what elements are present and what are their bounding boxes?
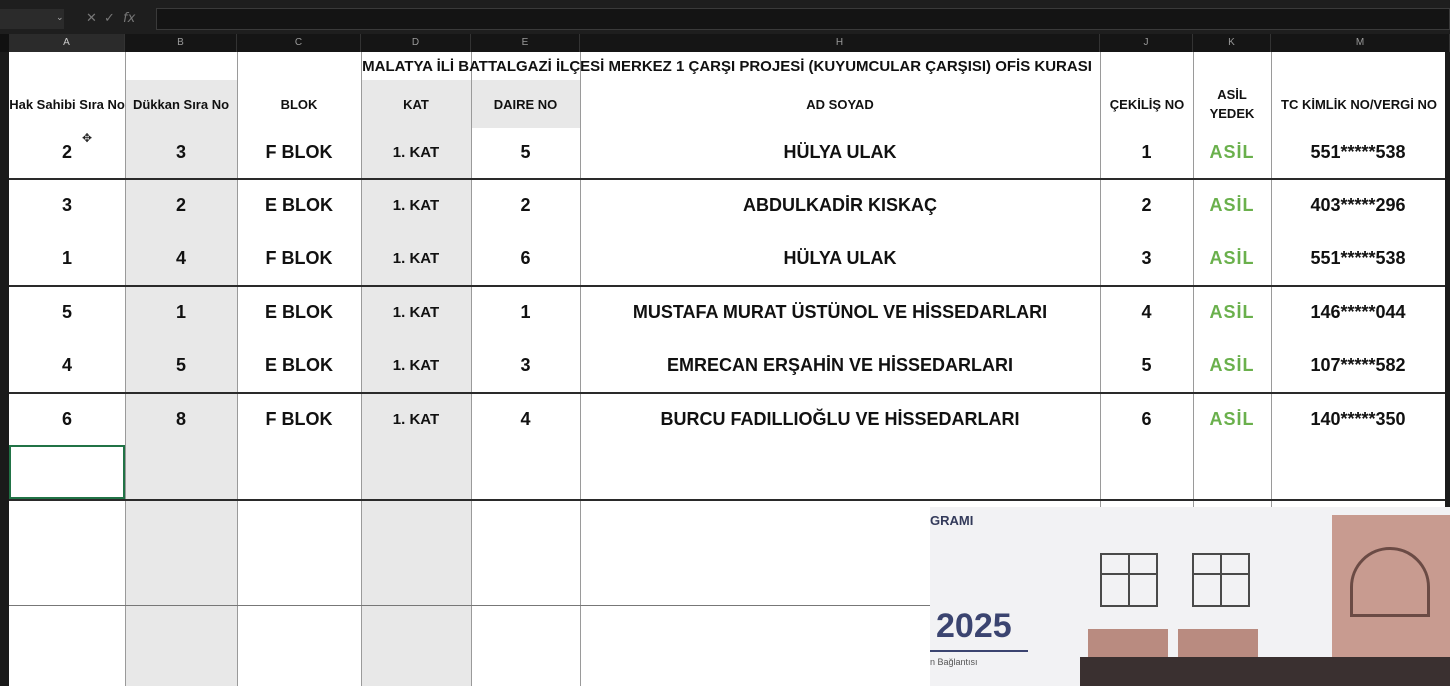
cell-dukkan[interactable]: 8 (175, 408, 186, 429)
window-frame (1192, 573, 1250, 575)
window-frame (1128, 553, 1130, 607)
row-divider (9, 605, 930, 606)
cell-dukkan[interactable]: 2 (175, 194, 186, 215)
cell-ad-soyad[interactable]: BURCU FADILLIOĞLU VE HİSSEDARLARI (660, 408, 1020, 429)
cell-blok[interactable]: E BLOK (264, 194, 333, 215)
header-dukkan: Dükkan Sıra No (132, 96, 230, 112)
header-hak-sahibi: Hak Sahibi Sıra No (9, 96, 125, 112)
cell-asil[interactable]: ASİL (1209, 408, 1255, 429)
cell-cekilis[interactable]: 6 (1141, 408, 1152, 429)
overlay-year: 2025 (936, 607, 1012, 645)
row-divider (9, 285, 1445, 287)
formula-input[interactable] (156, 8, 1450, 30)
overlay-program-text: GRAMI (930, 513, 974, 528)
cell-hak[interactable]: 4 (61, 354, 72, 375)
cell-daire[interactable]: 1 (520, 301, 531, 322)
cell-hak[interactable]: 2 (61, 141, 72, 162)
cell-daire[interactable]: 6 (520, 247, 531, 268)
cell-dukkan[interactable]: 3 (175, 141, 186, 162)
cell-ad-soyad[interactable]: ABDULKADİR KISKAÇ (743, 194, 937, 215)
cell-daire[interactable]: 2 (520, 194, 531, 215)
cell-dukkan[interactable]: 5 (175, 354, 186, 375)
presenters-strip (1080, 657, 1450, 686)
cell-dukkan[interactable]: 1 (175, 301, 186, 322)
row-divider (9, 499, 1445, 501)
cell-kat[interactable]: 1. KAT (392, 196, 440, 214)
confirm-entry-icon[interactable]: ✓ (104, 11, 115, 26)
cell-kat[interactable]: 1. KAT (392, 356, 440, 374)
cell-cekilis[interactable]: 2 (1141, 194, 1152, 215)
cell-cekilis[interactable]: 5 (1141, 354, 1152, 375)
cell-tc[interactable]: 403*****296 (1310, 194, 1406, 215)
cell-blok[interactable]: E BLOK (264, 354, 333, 375)
cell-kat[interactable]: 1. KAT (392, 249, 440, 267)
overlay-caption: n Bağlantısı (930, 657, 978, 667)
cell-blok[interactable]: F BLOK (265, 141, 333, 162)
cell-daire[interactable]: 5 (520, 141, 531, 162)
cell-asil[interactable]: ASİL (1209, 194, 1255, 215)
column-header-h[interactable]: H (580, 34, 1100, 52)
column-header-d[interactable]: D (361, 34, 471, 52)
row-divider (9, 178, 1445, 180)
cell-hak[interactable]: 5 (61, 301, 72, 322)
cell-tc[interactable]: 551*****538 (1310, 247, 1406, 268)
cancel-entry-icon[interactable]: ✕ (86, 11, 97, 26)
cell-hak[interactable]: 6 (61, 408, 72, 429)
column-header-b[interactable]: B (125, 34, 237, 52)
row-header-gutter (0, 52, 9, 686)
row-divider (9, 392, 1445, 394)
cursor-move-icon: ✥ (82, 131, 93, 145)
header-kat: KAT (403, 96, 429, 112)
cell-daire[interactable]: 4 (520, 408, 531, 429)
cell-kat[interactable]: 1. KAT (392, 303, 440, 321)
cell-blok[interactable]: F BLOK (265, 247, 333, 268)
cell-kat[interactable]: 1. KAT (392, 143, 440, 161)
cell-hak[interactable]: 1 (61, 247, 72, 268)
cell-cekilis[interactable]: 1 (1141, 141, 1152, 162)
column-header-j[interactable]: J (1100, 34, 1193, 52)
cell-cekilis[interactable]: 3 (1141, 247, 1152, 268)
cell-ad-soyad[interactable]: EMRECAN ERŞAHİN VE HİSSEDARLARI (666, 354, 1014, 375)
window-frame (1100, 573, 1158, 575)
cell-ad-soyad[interactable]: MUSTAFA MURAT ÜSTÜNOL VE HİSSEDARLARI (632, 301, 1048, 322)
cell-blok[interactable]: F BLOK (265, 408, 333, 429)
cell-asil[interactable]: ASİL (1209, 247, 1255, 268)
cell-tc[interactable]: 146*****044 (1310, 301, 1406, 322)
header-cekilis: ÇEKİLİŞ NO (1109, 96, 1185, 112)
cell-tc[interactable]: 140*****350 (1310, 408, 1406, 429)
sheet-title: MALATYA İLİ BATTALGAZİ İLÇESİ MERKEZ 1 ÇARŞI PROJESİ (KUYUMCULAR ÇARŞISI) OFİS KURASI (362, 58, 1092, 75)
arch-illustration (1350, 547, 1430, 617)
cell-asil[interactable]: ASİL (1209, 354, 1255, 375)
cell-hak[interactable]: 3 (61, 194, 72, 215)
header-tc-kimlik: TC KİMLİK NO/VERGİ NO (1281, 96, 1437, 112)
cell-daire[interactable]: 3 (520, 354, 531, 375)
name-box-dropdown-icon[interactable]: ⌄ (56, 12, 64, 22)
cell-tc[interactable]: 551*****538 (1310, 141, 1406, 162)
cell-cekilis[interactable]: 4 (1141, 301, 1152, 322)
cell-kat[interactable]: 1. KAT (392, 410, 440, 428)
cell-ad-soyad[interactable]: HÜLYA ULAK (783, 141, 897, 162)
column-header-a[interactable]: A (9, 34, 125, 52)
insert-function-icon[interactable]: fx (123, 11, 136, 26)
video-overlay (930, 507, 1450, 686)
active-cell-selection[interactable] (9, 445, 125, 499)
header-asil-yedek: ASİL YEDEK (1209, 87, 1255, 121)
header-ad-soyad: AD SOYAD (806, 96, 874, 112)
cell-dukkan[interactable]: 4 (175, 247, 186, 268)
column-header-e[interactable]: E (471, 34, 580, 52)
cell-tc[interactable]: 107*****582 (1310, 354, 1406, 375)
header-blok: BLOK (280, 96, 318, 112)
window-frame (1220, 553, 1222, 607)
column-header-c[interactable]: C (237, 34, 361, 52)
cell-blok[interactable]: E BLOK (264, 301, 333, 322)
column-header-k[interactable]: K (1193, 34, 1271, 52)
column-header-m[interactable]: M (1271, 34, 1450, 52)
year-underline (930, 650, 1028, 652)
cell-asil[interactable]: ASİL (1209, 141, 1255, 162)
cell-asil[interactable]: ASİL (1209, 301, 1255, 322)
name-box[interactable] (0, 9, 64, 29)
header-daire: DAIRE NO (493, 96, 558, 112)
cell-ad-soyad[interactable]: HÜLYA ULAK (783, 247, 897, 268)
